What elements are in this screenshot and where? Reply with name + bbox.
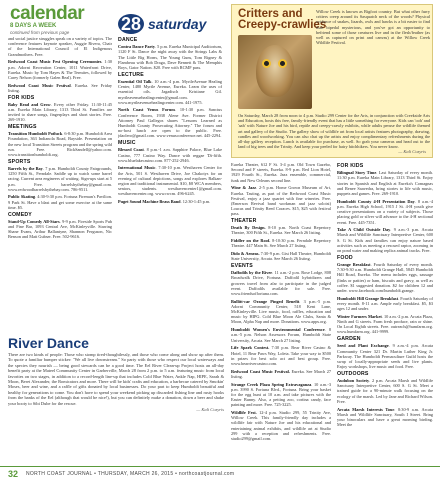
- event-item: Stand-Up Comedy All-Stars. 9-9 p.m. Fireside Sports Pub and Fine Bar, 1093 Central Ave, McKinleyville. Starring Shane Evans, Arthur Ballantyne, Shannon Ferguson, Nic Benson and Matt Gubser. Free. 502-9616.: [8, 218, 112, 240]
- event-item: Bullitt-car Orange Pinged Benefit. 3 p.m.-5 p.m. Adorni Community Center, 518 Kent Lane, McKinleyville. Live music, food, raffles, education and music by HIPG. Cold Blue Moon Ale Clubs, Santa & Moon, Alpha Nap and more. Donations. www.apps.org.: [231, 298, 331, 325]
- event-title: Redwood Coast Music Festival: [8, 82, 71, 88]
- section-heading: GARDEN: [337, 336, 361, 343]
- section-heading: FOR KIDS: [337, 163, 364, 169]
- event-item: Arcata Marsh Interests Tour. 8:30-9 a.m. Arcata Marsh and Wildlife Sanctuary, South I Street. Bring your binoculars and have a great morning birding. Meet the: [337, 406, 433, 428]
- feature-river-dance: [8, 336, 224, 466]
- page-number: 32: [8, 469, 19, 479]
- day-number: 28: [118, 14, 144, 34]
- event-item: Audubon Society. 2 p.m. Arcata Marsh and Wildlife Sanctuary Interpretive Center, 600 S. G St. Meet a trained guide for a 90-minute walk focusing on the ecology of the marsh. Led by Jane and Richard Wilson. Free.: [337, 378, 433, 404]
- event-item: Humboldt Hill Grange Breakfast. Fourth Saturday of every month. 8-11 a.m. Ample early breakfast. $5, $3 ages 12 and under.: [337, 295, 433, 312]
- event-text: Fourth Saturday of every month. 7:30-9:30 a.m. Humboldt Grange Hall, 5845 Humboldt Hill Road, Eureka. The menu includes eggs, sausage (links or patties) or ham, biscuits and gravy, as well as coffee. $1 suggested donation. $2 for children 12 and under. www.facebook.com/humboldt.grange.: [337, 261, 433, 293]
- event-text: 2 p.m. Arcata Marsh and Wildlife Sanctuary Interpretive Center, 600 S. G St. Meet a trained guide for a 90-minute walk focusing on the ecology of the marsh. Led by Jane and Richard Wilson. Free.: [337, 378, 433, 404]
- event-title: Baby Read and Grow: [8, 101, 51, 107]
- column-1: [8, 36, 112, 331]
- event-item: Redwood Coast Music Fest Opening Ceremonies. 1:30 p.m. Adorni Recreation Center, 1011 Waterfront Drive, Eureka. Music by Tom Hayes & The Termites, followed by Carey Nelson (formerly Galen Beal). Free.: [8, 59, 112, 80]
- section-heading: MEETINGS: [8, 124, 37, 131]
- event-item: [231, 410, 331, 441]
- event-text: 3 p.m.-5 p.m. Adorni Community Center, 518 Kent Lane, McKinleyville. Live music, food, raffles, education and music by HIPG. Cold Blue Moon Ale Clubs, Santa & Moon, Alpha Nap and more. Donations. www.apps.org.: [231, 298, 331, 325]
- feature-box-critters: [231, 4, 433, 158]
- event-title: North Coast Venus Forum: [118, 107, 175, 113]
- event-title: Audubon Society: [337, 378, 370, 384]
- event-text: 1:30 p.m. Adorni Recreation Center, 1011 Waterfront Drive, Eureka. Music by Tom Hayes & The Termites, followed by Carey Nelson (formerly Galen Beal). Free.: [8, 59, 112, 80]
- calendar-title: calendar: [10, 3, 85, 24]
- masthead: [10, 3, 120, 35]
- event-text: 7:30-10 p.m. Westhaven Center for the Arts, 501 S. Westhaven Drive, Joe Chakotys for an evening of cultural depictions, songs and explores Balkan-region and traditional instrumental. $10, $8 WCA members, seniors, students. westhavencenter1@gmail.com. westhavencenter.org. www.rwcm. 496-6245.: [118, 165, 222, 197]
- event-text: Last Saturday of every month. 11:30 p.m. Eureka Main Library, 1313 Third St. Enjoy stories in Spanish and English at Eureka's Comagnas and Renee Saavedra, bring stories to life with music, puppets and games. Free. 269-1910.: [337, 170, 433, 197]
- section-heading: SPORTS: [8, 158, 31, 165]
- section-heading: MUSIC: [118, 140, 136, 147]
- event-title: Bullitt-car Orange Pinged Benefit: [231, 298, 300, 304]
- event-item: Humboldt County 4-H Presentation Day. 8 a.m.-4 p.m. Eureka High School, 1915 J St. 4-H youth give creative presentations on a variety of subjects. Those placing gold or silver will advance to the 4-H sectional event. Free. 445-7351.: [337, 198, 433, 225]
- event-title: Life Spark Contest.: [231, 345, 270, 351]
- event-item: Daffodils by the River. 11 a.m.-2 p.m. Rose Lodge, 808 Broadwalk Drive, Fortuna. Daffodil hybridizers and growers travel from afar to participate in the judged event. Daffodils available for sale. Free. www.friendsoffortuna.com.: [231, 270, 331, 296]
- event-title: Blessed Coast: [118, 147, 144, 153]
- section-heading: DANCE: [118, 37, 138, 43]
- event-item: [231, 238, 331, 248]
- event-text: 7 p.m. Humboldt County Fairgrounds, 1250 Fifth St., Ferndale. Saddle up to watch some barrel racing. Current area engineers of waiting. Sign-ups start at 5 p.m. Free. barrelsbythebay@gmail.com. www.redwoodbarrelsbythebay.com. 786-9511.: [8, 165, 112, 192]
- event-title: Stand-Up Comedy All-Stars: [8, 218, 60, 224]
- event-title: Fiddler on the Roof.: [231, 238, 271, 244]
- section-heading: EVENTS: [231, 262, 253, 269]
- event-text: Every other Friday. 11:30-11:45 a.m. Eureka Main Library, 1313 Third St. Families are invited to share songs, fingerplays and short stories. Free. 269-1910.: [8, 101, 112, 123]
- event-text: 2-5 p.m. Home Grown Museum of Art, Eureka. Tasting, as part of the Redwood Coast Music Festival, enjoy a jazz quartet with fine wineries. Free. (Emerson Revival band workman and jazz soloist) Loucas and Trinity Reed Coraces. $15, $25 with festival pass.: [231, 185, 331, 217]
- event-title: Redwood Coast Music Fest Opening Ceremonies: [8, 59, 102, 65]
- event-text: 10 a.m.-3 p.m. 3990 S. Fortuna Blvd., Fortuna. Bring your basket for the egg hunt at 10 a.m. and take pictures with the Easter Bunny. Also, a petting zoo, cortina candy, face painting and more. Free. 725-3225.: [231, 381, 331, 408]
- column-3: [231, 162, 331, 462]
- event-text: 8 p.m.-1 a.m. Sapphire Palace, Blue Lake Casino, 777 Casino Way. Dance with reggae 'Di-fifth. www.bluelakecasino.com. 877-252-2946.: [118, 147, 222, 163]
- event-title: Humboldt Women's Environmental Conference: [231, 327, 325, 333]
- event-title: Humboldt Hill Grange Breakfast: [337, 295, 399, 301]
- event-item: Barrels by the Bay. 7 p.m. Humboldt County Fairgrounds, 1250 Fifth St., Ferndale. Saddle up to watch some barrel racing. Current area engineers of waiting. Sign-ups start at 5 p.m. Free. barrelsbythebay@gmail.com. www.redwoodbarrelsbythebay.com. 786-9511.: [8, 165, 112, 192]
- event-item: Grange Breakfast. Fourth Saturday of every month. 7:30-9:30 a.m. Humboldt Grange Hall, 5845 Humboldt Hill Road, Eureka. The menu includes eggs, sausage (links or patties) or ham, biscuits and gravy, as well as coffee. $1 suggested donation. $2 for children 12 and under. www.facebook.com/humboldt.grange.: [337, 261, 433, 293]
- event-text: 6-8:30 p.m. Humboldt Area Foundation, 363 Indianola Road, Bayside. Presentation on the new local Transition Streets program and the spring wild run. Free. RickSandell@yahoo.com. www.transitionhumboldt.org.: [8, 131, 112, 158]
- event-item: [231, 225, 331, 235]
- event-item: Contra Dance Party. 5 p.m. Eureka Municipal Auditorium, 1120 F St. Dance the night away with the Strings Labs & The Little Big Horns, The Young Guns, Tom Rigney & Flambeau with Bob Draga, Dave Bennett & The Memphis Boys, Gator Nation. $20. Free with RCMF pass.: [118, 44, 222, 71]
- event-text: 8 a.m.-5 p.m. Nelson Assessors Forum, Humboldt State University, Arcata. See March 27 listing.: [231, 327, 331, 343]
- event-title: Take A Child Outside Day: [337, 227, 391, 233]
- feature-title: Critters and Creepy-crawlies: [238, 8, 327, 31]
- event-text: 8-10 p.m. North Coast Repertory Theatre, 300 Fifth St., Eureka. See March 26 listing.: [231, 225, 331, 236]
- page-footer: [0, 466, 440, 480]
- event-text: Eureka. See Friday listing.: [8, 82, 112, 93]
- event-text: 9-9 p.m. Fireside Sports Pub and Fine Bar, 1093 Central Ave, McKinleyville. Starring Shane Evans, Arthur Ballantyne, Shannon Ferguson, Nic Benson and Matt Gubser. Free. 502-9616.: [8, 218, 112, 240]
- event-title: Daffodils by the River: [231, 270, 273, 276]
- continued-note: continued from previous page: [10, 30, 70, 35]
- event-item: Humboldt Women's Environmental Conference. 8 a.m.-5 p.m. Nelson Assessors Forum, Humboldt State University, Arcata. See March 27 listing.: [231, 327, 331, 343]
- event-item: [231, 251, 331, 261]
- section-heading: LECTURE: [118, 71, 144, 78]
- event-text: 5 p.m. Eureka Municipal Auditorium, 1120 F St. Dance the night away with the Strings Labs & The Little Big Horns, The Young Guns, Tom Rigney & Flambeau with Bob Draga, Dave Bennett & The Memphis Boys, Gator Nation. $20. Free with RCMF pass.: [118, 44, 222, 71]
- day-header: [118, 14, 222, 36]
- event-text: 4:30-9:30 p.m. Fortuna Fireman's Pavilion. 9 Park St. Have a blast and get some exercise at the same time. $5.: [8, 194, 112, 210]
- event-title: Arcata Marsh Interests Tour: [337, 406, 395, 412]
- event-item: Public Skating. 4:30-9:30 p.m. Fortuna Fireman's Pavilion. 9 Park St. Have a blast and get some exercise at the same time. $5.: [8, 194, 112, 210]
- publication-info: NORTH COAST JOURNAL • THURSDAY, MARCH 26, 2015 • northcoastjournal.com: [26, 471, 235, 477]
- event-text: Eureka. See March 27 listing.: [231, 368, 331, 379]
- event-text: 11 a.m.-2 p.m. Rose Lodge, 808 Broadwalk Drive, Fortuna. Daffodil hybridizers and growers travel from afar to participate in the judged event. Daffodils available for sale. Free. www.friendsoffortuna.com.: [231, 270, 331, 296]
- event-text: 10-1:30 p.m. Sanctus Conference Room, 1938 Alene Ave. Former District Attorney Paul Gallegos shares "Lessons Learned as Humboldt County Prosecuting Attorney." The forum and no-host lunch are open to the public. Free. jdaolero@gmail.com. www.venusconference.net. 445-2294.: [118, 107, 222, 139]
- event-text: 7:30-9 p.m. Gist Hall Theatre, Humboldt State University, Arcata. See March 26 listing.: [231, 251, 331, 262]
- section-heading: THEATER: [231, 218, 257, 225]
- event-item: Blessed Coast. 8 p.m.-1 a.m. Sapphire Palace, Blue Lake Casino, 777 Casino Way. Dance with reggae 'Di-fifth. www.bluelakecasino.com. 877-252-2946.: [118, 147, 222, 163]
- column-4: [337, 162, 433, 462]
- event-title: Grange Breakfast: [337, 261, 371, 267]
- event-item: Bilingual Story Time. Last Saturday of every month. 11:30 p.m. Eureka Main Library, 1313 Third St. Enjoy stories in Spanish and English at Eureka's Comagnas and Renee Saavedra, bring stories to life with music, puppets and games. Free. 269-1910.: [337, 170, 433, 197]
- intro-text: and social justice struggles speak on a variety of topics. The conference features keynote speaker, Auggie Rivera, Chair of the International Council of El Indigenous Grandmothers. Free.: [8, 36, 112, 57]
- section-heading: OUTDOORS: [337, 370, 369, 377]
- event-title: Public Skating: [8, 194, 35, 200]
- event-title: Wine & Jazz: [231, 185, 257, 191]
- event-title: Essential Oil Talk: [118, 78, 152, 84]
- day-name: saturday: [148, 16, 207, 32]
- event-title: Bilingual Story Time: [337, 170, 377, 176]
- event-text: 12:30-1:45 p.m.: [182, 199, 211, 205]
- event-item: Puget Sound Machine Brass Band. 12:30-1:45 p.m.: [118, 199, 211, 205]
- owl-photo: [238, 35, 312, 109]
- event-item: Strange Creek Plaza Spring Extravaganza. 10 a.m.-3 p.m. 3990 S. Fortuna Blvd., Fortuna. Bring your basket for the egg hunt at 10 a.m. and take pictures with the Easter Bunny. Also, a petting zoo, cortina candy, face painting and more. Free. 725-3225.: [231, 381, 331, 408]
- event-item: Winter Farmers Market. 10 a.m.-2 p.m. Arcata Plaza, Ninth and G streets. Farm fresh produce, rain or shine. On Local Eighth streets. Free. outreach@humfarm.org. www.humfarm.org. 441-9999.: [337, 313, 433, 335]
- event-title: Redwood Coast Music Festival.: [231, 368, 290, 374]
- event-text: 8-10:30 p.m. Ferndale Repertory Theatre. 447 Main St. See March 27 listing.: [231, 238, 331, 249]
- event-item: Seed and Plant Exchange. 9 a.m.-4 p.m. Arcata Community Center 321 Dr. Martin Luther King Jr. Parkway. The Humboldt Permaculture Guild hosts the swap of locally-appropriate seeds and live plants. Enjoy workshops, live music and food. Free.: [337, 343, 433, 370]
- feature-title: River Dance: [8, 335, 89, 351]
- event-item: International Music. 7:30-10 p.m. Westhaven Center for the Arts, 501 S. Westhaven Drive, Joe Chakotys for an evening of cultural depictions, songs and explores Balkan-region and traditional instrumental. $10, $8 WCA members, seniors, students. westhavencenter1@gmail.com. westhavencenter.org. www.rwcm. 496-6245.: [118, 165, 222, 197]
- feature-body: Willow Creek is known as Bigfoot country. But what other furry critters creep around its Sasquatch neck of the woods? Physical evidence of snakes, lizards, owls and hawks is a bit easier to find than bipedal mysterious, and you've got an opportunity to befriend some of those creatures live and in the flesh/feather (as well as captured on print and canvas) at the Willow Creek Wildlife Festival.: [316, 9, 430, 46]
- event-title: Death By Design.: [231, 225, 266, 231]
- section-heading: FOOD: [337, 254, 353, 261]
- event-title: Strange Creek Plaza Spring Extravaganza: [231, 381, 312, 387]
- event-title: Dido & Aeneas.: [231, 251, 260, 257]
- event-text: 10 a.m.-2 p.m. Arcata Plaza, Ninth and G streets. Farm fresh produce, rain or shine. On Local Eighth streets. Free. outreach@humfarm.org. www.humfarm.org. 441-9999.: [337, 313, 433, 335]
- author-signature: — Kali Cozyris: [398, 149, 426, 154]
- event-text: 10 a.m.-4 p.m. MyrtleAvenue Healing Center, 1480 Myrtle Avenue, Eureka. Learn the uses of essential oils. Jagadisch Kristiane Gil. myrtleavenuehealingcenter@gmail.com. www.myrtleavenuehealingcenter.com. 441-1975.: [118, 78, 222, 105]
- event-item: Wine & Jazz. 2-5 p.m. Home Grown Museum of Art, Eureka. Tasting, as part of the Redwood Coast Music Festival, enjoy a jazz quartet with fine wineries. Free. (Emerson Revival band workman and jazz soloist) Loucas and Trinity Reed Coraces. $15, $25 with festival pass.: [231, 185, 331, 217]
- event-title: International Music: [118, 165, 156, 171]
- event-title: Wildlife Fest.: [231, 410, 257, 416]
- event-text: 8 a.m.-4 p.m. Eureka High School, 1915 J St. 4-H youth give creative presentations on a variety of subjects. Those placing gold or silver will advance to the 4-H sectional event. Free. 445-7351.: [337, 198, 433, 225]
- event-item: Transition Humboldt Potluck. 6-8:30 p.m. Humboldt Area Foundation, 363 Indianola Road, Bayside. Presentation on the new local Transition Streets program and the spring wild run. Free. RickSandell@yahoo.com. www.transitionhumboldt.org.: [8, 131, 112, 158]
- column-2: [118, 36, 222, 331]
- owl-eye-left: [262, 59, 271, 68]
- event-title: Humboldt County 4-H Presentation Day: [337, 198, 415, 204]
- event-item: Essential Oil Talk. 10 a.m.-4 p.m. MyrtleAvenue Healing Center, 1480 Myrtle Avenue, Eureka. Learn the uses of essential oils. Jagadisch Kristiane Gil. myrtleavenuehealingcenter@gmail.com. www.myrtleavenuehealingcenter.com. 441-1975.: [118, 78, 222, 105]
- owl-figure: [256, 45, 294, 97]
- feature-body: There are two kinds of people: Those who stomp tired-thoughtlessly, and those who come along and show up after them. To quote a familiar bumper sticker: "We all live downstream." So party with those who respect our local waterways and the species they nourish — being good stewards can be a good time. The Eel River Clean-up Project hosts an all-day benefit party at the Mateel Community Center in Garberville, March 28 from 2 p.m. to 5 a.m. featuring music from local favorites on two stages, in addition to a record-length line-up that includes Cold Blue Water, Ankle Nap, HIPE, Sarah & Moon, Beret Alexander, the Romicators and more. There will be kids' crafts and education, a barbecue catered by Smokin' Moses, beer and wine, and a raffle of gifts donated by local businesses. Do your part to keep Humboldt beautiful and healthy for generations to come. You don't have to spend your weekend picking up discarded fishing line and rusty hooks from the banks of the Eel (although that would be nice!), but you can definitely make a donation, down a beer and shake your booty to Sibi Dube for the rescue.: [8, 352, 224, 406]
- event-item: Baby Read and Grow. Every other Friday. 11:30-11:45 a.m. Eureka Main Library, 1313 Third St. Families are invited to share songs, fingerplays and short stories. Free. 269-1910.: [8, 101, 112, 123]
- intro-text: Eureka Theater, 612 F St. 3-4 p.m. Old Town Gazebo, Second and F streets, Eureka. 8-9 p.m. Red Lion Hotel, 1929 Fourth St., Eureka. Jazz ensemble, commercial, funk and New Orleans second line.: [231, 162, 331, 183]
- event-title: Winter Farmers Market: [337, 313, 382, 319]
- owl-eye-right: [278, 59, 287, 68]
- event-text: 9 a.m.-4 p.m. Arcata Community Center 321 Dr. Martin Luther King Jr. Parkway. The Humboldt Permaculture Guild hosts the swap of locally-appropriate seeds and live plants. Enjoy workshops, live music and food. Free.: [337, 343, 433, 370]
- event-title: Transition Humboldt Potluck: [8, 131, 63, 137]
- event-item: [231, 369, 331, 379]
- author-signature: — Kali Cozyris: [196, 407, 224, 413]
- calendar-subtitle: 8 DAYS A WEEK: [10, 23, 57, 29]
- feature-body-continued: On Saturday, March 28 from noon to 4 p.m. Studio 299 Center for the Arts, in conjunction with Creekside Arts and Education, hosts this free, family-friendly event that has a little something for everyone. Kids can 'ooh' and 'aah' with Nature Joe and his bird, reptile and creepy-crawly exhibits, while adults peruse the wildlife themed art and gallery of the Studio. The gallery show of wildlife art from local artists features photography, drawing, candles and woodworking. You can also chat up the artists and enjoy complimentary refreshments during the all-day gallery reception. Lunch is available for purchase, as well. So grab your cameras and head out to the land of big trees and the Trinity. And keep your peeled for hairy hitchhikers. You never know.: [238, 113, 430, 150]
- event-text: 8:30-9 a.m. Arcata Marsh and Wildlife Sanctuary, South I Street. Bring your binoculars and have a great morning birding. Meet the: [337, 406, 433, 428]
- event-title: Seed and Plant Exchange: [337, 343, 389, 349]
- event-item: Redwood Coast Music Festival. Eureka. See Friday listing.: [8, 82, 112, 93]
- section-heading: FOR KIDS: [8, 94, 35, 101]
- event-text: Fourth Saturday of every month. 8-11 a.m. Ample early breakfast. $5, $3 ages 12 and under.: [337, 295, 433, 312]
- event-title: Contra Dance Party: [118, 44, 156, 50]
- event-text: 9 a.m.-3 p.m. Arcata Marsh and Wildlife Sanctuary Interpretive Center, 600 S. G St. Kids and families can enjoy nature based activities such as meeting a rescued raptor, zooming in on pond water and making replica animal tracks. Free.: [337, 227, 433, 254]
- event-title: Puget Sound Machine Brass Band: [118, 199, 181, 205]
- event-text: 7:30 p.m. Bear River Casino & Hotel, 11 Bear Paws Way, Loleta. Take your way to $500 in prizes for best solo act and best group. Free. www.bearrivercasino.com.: [231, 345, 331, 366]
- section-heading: COMEDY: [8, 211, 32, 218]
- event-item: North Coast Venus Forum. 10-1:30 p.m. Sanctus Conference Room, 1938 Alene Ave. Former District Attorney Paul Gallegos shares "Lessons Learned as Humboldt County Prosecuting Attorney." The forum and no-host lunch are open to the public. Free. jdaolero@gmail.com. www.venusconference.net. 445-2294.: [118, 107, 222, 139]
- event-title: Barrels by the Bay: [8, 165, 43, 171]
- event-item: Take A Child Outside Day. 9 a.m.-3 p.m. Arcata Marsh and Wildlife Sanctuary Interpretive Center, 600 S. G St. Kids and families can enjoy nature based activities such as meeting a rescued raptor, zooming in on pond water and making replica animal tracks. Free.: [337, 227, 433, 254]
- event-item: [231, 345, 331, 366]
- event-text: 12-4 p.m. Studio 299, 55 Trinity Ave, Willow Creek. This family-friendly day includes a wildlife fair with Nature Joe and his educational and entertaining animal exhibits, and wildlife art at Studio 299 with a reception and refreshments. Free. studio299@gmail.com.: [231, 410, 331, 442]
